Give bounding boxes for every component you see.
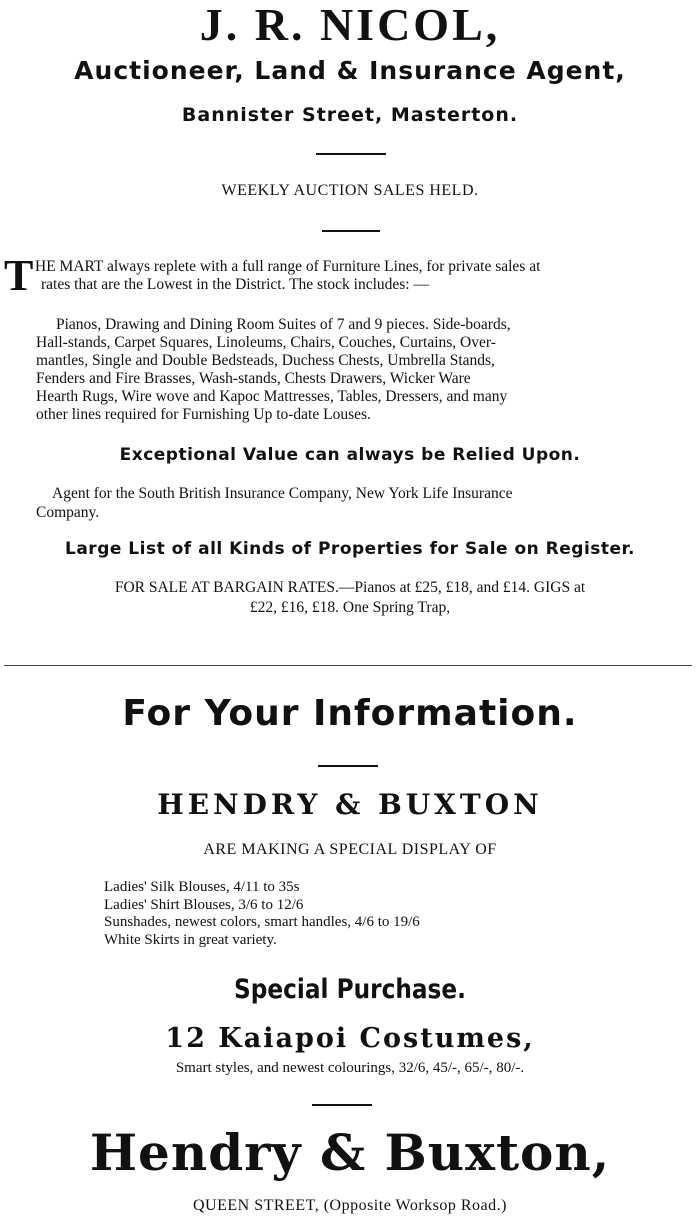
divider — [322, 230, 380, 232]
display-items — [104, 879, 420, 949]
exceptional-value: Exceptional Value can always be Relied Upon. — [119, 445, 581, 465]
agent-line: Company. — [36, 504, 100, 521]
stock-line: Pianos, Drawing and Dining Room Suites of 7 and 9 pieces. Side-boards, — [56, 316, 511, 333]
agent-line: Agent for the South British Insurance Company, New York Life Insurance — [52, 485, 513, 502]
mart-intro-line: rates that are the Lowest in the District. The stock includes: — — [41, 276, 429, 293]
weekly-sales-notice: WEEKLY AUCTION SALES HELD. — [221, 182, 479, 199]
stock-line: mantles, Single and Double Bedsteads, Duchess Chests, Umbrella Stands, — [36, 352, 495, 369]
advertisement-separator — [4, 665, 692, 666]
display-item: Ladies' Silk Blouses, 4/11 to 35s — [104, 879, 300, 895]
stock-line: Hall-stands, Carpet Squares, Linoleums, Chairs, Couches, Curtains, Over- — [36, 334, 496, 351]
special-purchase: Special Purchase. — [234, 974, 466, 1005]
mart-intro — [35, 258, 540, 294]
divider — [316, 153, 386, 155]
headline: For Your Information. — [122, 693, 578, 734]
divider — [318, 765, 378, 767]
display-item: White Skirts in great variety. — [104, 931, 277, 948]
stock-line: other lines required for Furnishing Up to-date Louses. — [36, 406, 371, 423]
drop-cap: T — [4, 251, 34, 300]
advertiser-address: Bannister Street, Masterton. — [181, 104, 519, 126]
stock-list — [36, 316, 511, 424]
street-address: QUEEN STREET, (Opposite Worksop Road.) — [193, 1197, 507, 1214]
advertiser-profession: Auctioneer, Land & Insurance Agent, — [74, 56, 626, 85]
display-item: Sunshades, newest colors, smart handles, 4/6 to 19/6 — [104, 914, 420, 930]
stock-line: Fenders and Fire Brasses, Wash-stands, Chests Drawers, Wicker Ware — [36, 370, 471, 387]
display-item: Ladies' Shirt Blouses, 3/6 to 12/6 — [104, 896, 304, 913]
firm-name: HENDRY & BUXTON — [157, 788, 543, 821]
divider — [312, 1104, 372, 1106]
mart-intro-line: HE MART always replete with a full range of Furniture Lines, for private sales at — [35, 258, 541, 275]
firm-name-large: Hendry & Buxton, — [89, 1123, 611, 1182]
for-sale-line: FOR SALE AT BARGAIN RATES.—Pianos at £25, £18, and £14. GIGS at — [114, 579, 586, 596]
advertiser-name: J. R. NICOL, — [199, 0, 501, 50]
large-list: Large List of all Kinds of Properties for Sale on Register. — [65, 539, 635, 559]
special-display-notice: ARE MAKING A SPECIAL DISPLAY OF — [203, 841, 497, 858]
costumes-heading: 12 Kaiapoi Costumes, — [165, 1023, 535, 1054]
stock-line: Hearth Rugs, Wire wove and Kapoc Mattresses, Tables, Dressers, and many — [36, 388, 508, 405]
agent-notice — [36, 484, 512, 522]
for-sale-line: £22, £16, £18. One Spring Trap, — [249, 599, 451, 616]
costume-detail: Smart styles, and newest colourings, 32/6, 45/-, 65/-, 80/-. — [175, 1060, 525, 1076]
